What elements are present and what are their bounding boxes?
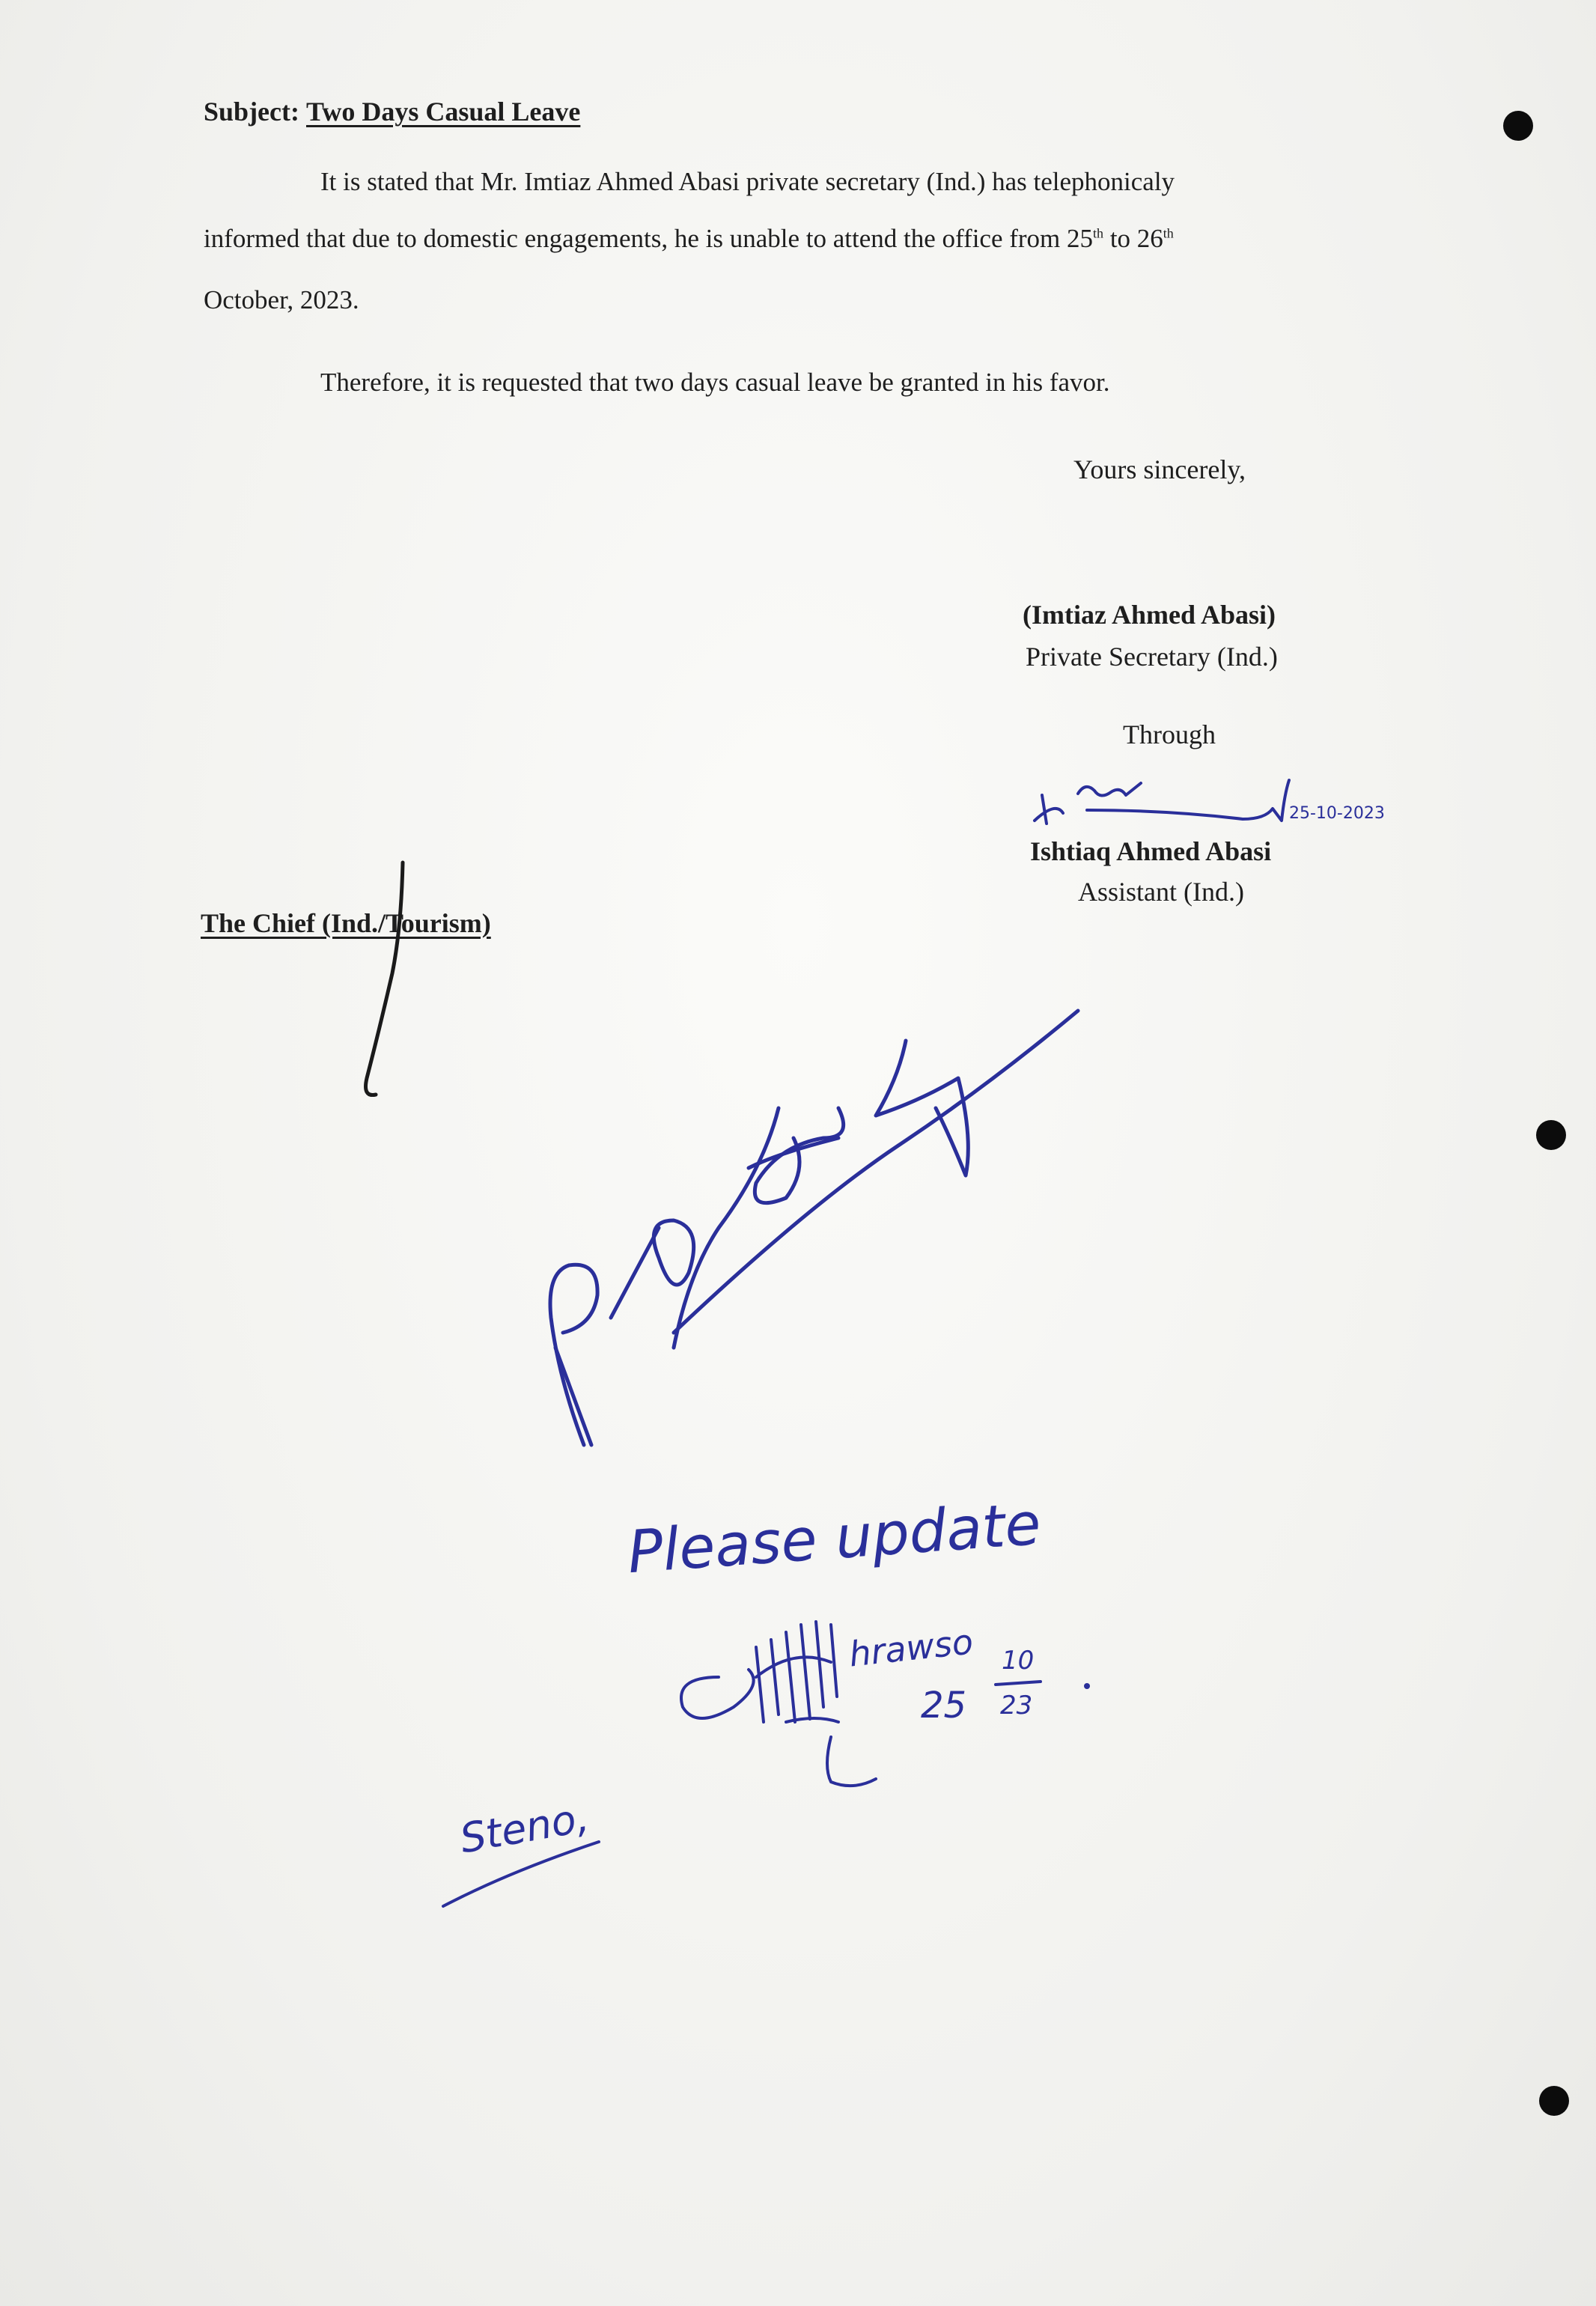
note-date-month: 10 [1002,1646,1035,1676]
subject-label: Subject: [204,97,299,127]
paragraph-1-line-1: It is stated that Mr. Imtiaz Ahmed Abasi private secretary (Ind.) has telephonicaly [320,167,1175,196]
through-label: Through [1123,720,1216,749]
sender-name: (Imtiaz Ahmed Abasi) [1023,600,1276,630]
paragraph-2: Therefore, it is requested that two days casual leave be granted in his favor. [320,368,1110,397]
ordinal-suffix-1: th [1093,225,1104,241]
closing: Yours sincerely, [1073,454,1246,484]
subject-text: Two Days Casual Leave [306,97,581,127]
addressee: The Chief (Ind./Tourism) [201,908,491,938]
paragraph-1-line-3: October, 2023. [204,285,359,314]
sender-title: Private Secretary (Ind.) [1026,642,1278,672]
forwarder-name: Ishtiaq Ahmed Abasi [1030,836,1272,866]
assistant-signature-date: 25-10-2023 [1289,804,1385,823]
note-date-year: 23 [1000,1691,1033,1721]
ordinal-suffix-2: th [1163,225,1174,241]
note-steno: Steno, [456,1793,593,1863]
paragraph-1-line-2-a: informed that due to domestic engagements, he is unable to attend the office from 25 [204,224,1094,253]
note-please-update: Please update [625,1490,1044,1587]
note-word: hrawso [847,1621,975,1675]
note-date-day: 25 [921,1685,967,1727]
paragraph-1-line-2-b: to 26 [1103,224,1163,253]
forwarder-title: Assistant (Ind.) [1078,877,1244,907]
